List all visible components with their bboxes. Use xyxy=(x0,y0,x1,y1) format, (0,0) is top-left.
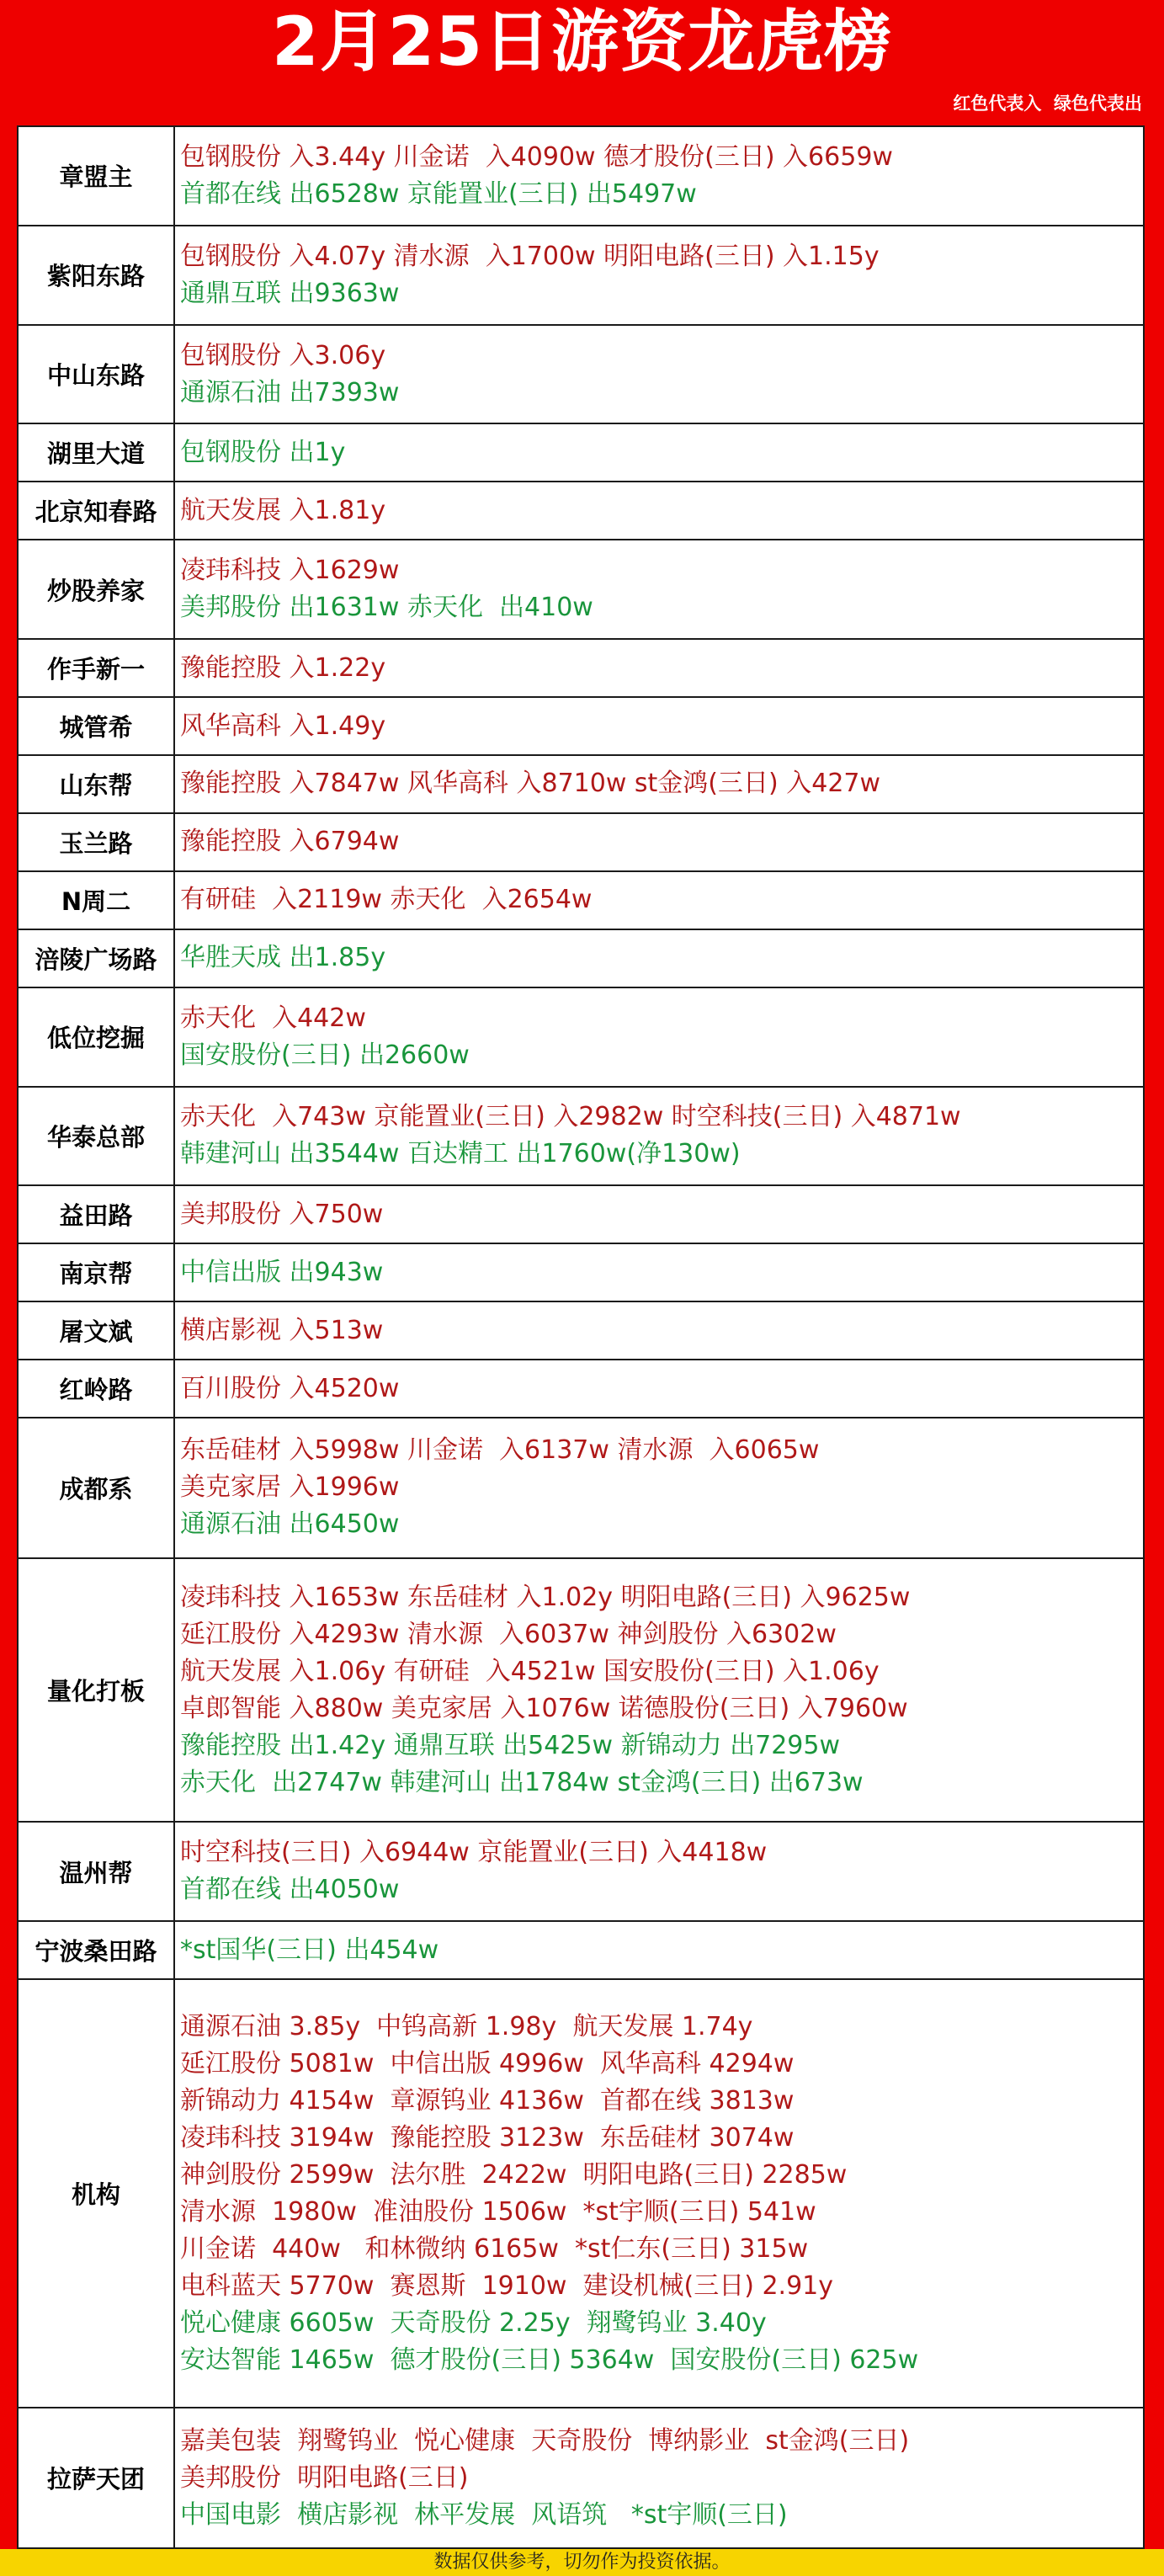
trade-line-out: 美邦股份 出1631w 赤天化 出410w xyxy=(180,593,593,623)
table-row xyxy=(18,639,1144,697)
trader-name: N周二 xyxy=(18,871,174,929)
table-row xyxy=(18,871,1144,929)
trade-line-in: 包钢股份 入3.44y 川金诺 入4090w 德才股份(三日) 入6659w xyxy=(180,141,893,172)
page-title: 2月25日游资龙虎榜 xyxy=(272,3,892,81)
table-row xyxy=(18,1360,1144,1418)
trade-line-in: 嘉美包装 翔鹭钨业 悦心健康 天奇股份 博纳影业 st金鸿(三日) xyxy=(180,2425,910,2456)
table-row xyxy=(18,813,1144,871)
table-row xyxy=(18,1087,1144,1186)
trade-line-in: 豫能控股 入1.22y xyxy=(180,652,386,683)
trader-name: 炒股养家 xyxy=(18,540,174,639)
trade-line-in: 包钢股份 入3.06y xyxy=(180,340,386,370)
trader-name: 红岭路 xyxy=(18,1360,174,1418)
trade-list xyxy=(174,1822,1144,1921)
trade-list xyxy=(174,1087,1144,1186)
table-row xyxy=(18,325,1144,424)
trade-line-in: 电科蓝天 5770w 赛恩斯 1910w 建设机械(三日) 2.91y xyxy=(180,2270,834,2301)
table-row xyxy=(18,755,1144,813)
table-row xyxy=(18,1243,1144,1301)
dragon-tiger-table xyxy=(17,125,1145,2549)
trade-line-out: 中信出版 出943w xyxy=(180,1257,384,1287)
table-row xyxy=(18,1301,1144,1360)
trade-list xyxy=(174,813,1144,871)
trader-name: 玉兰路 xyxy=(18,813,174,871)
trade-line-in: 新锦动力 4154w 章源钨业 4136w 首都在线 3813w xyxy=(180,2085,795,2116)
trade-list xyxy=(174,1185,1144,1243)
trade-line-in: 百川股份 入4520w xyxy=(180,1373,400,1403)
table-row xyxy=(18,987,1144,1087)
trade-line-in: 川金诺 440w 和林微纳 6165w *st仁东(三日) 315w xyxy=(180,2233,809,2264)
trade-list xyxy=(174,755,1144,813)
table-row xyxy=(18,1921,1144,1979)
trader-name: 南京帮 xyxy=(18,1243,174,1301)
table-row xyxy=(18,540,1144,639)
trader-name: 屠文斌 xyxy=(18,1301,174,1360)
trade-line-in: 横店影视 入513w xyxy=(180,1315,384,1345)
trade-line-out: 悦心健康 6605w 天奇股份 2.25y 翔鹭钨业 3.40y xyxy=(180,2307,767,2338)
trade-line-in: 豫能控股 入6794w xyxy=(180,827,400,857)
trade-list xyxy=(174,1301,1144,1360)
trader-name: 机构 xyxy=(18,1979,174,2408)
trade-list xyxy=(174,697,1144,755)
trade-line-out: 通源石油 出7393w xyxy=(180,377,400,407)
table-row xyxy=(18,1979,1144,2408)
trader-name: 山东帮 xyxy=(18,755,174,813)
table-row xyxy=(18,1185,1144,1243)
trader-name: 紫阳东路 xyxy=(18,226,174,325)
table-body xyxy=(18,126,1144,2548)
table-row xyxy=(18,423,1144,482)
trade-line-in: 美克家居 入1996w xyxy=(180,1472,400,1503)
trade-line-out: 首都在线 出6528w 京能置业(三日) 出5497w xyxy=(180,178,697,209)
dragon-tiger-table-container xyxy=(17,125,1145,2549)
trade-line-out: 通鼎互联 出9363w xyxy=(180,278,400,308)
table-row xyxy=(18,226,1144,325)
header xyxy=(0,0,1164,123)
trade-line-in: 凌玮科技 入1653w 东岳硅材 入1.02y 明阳电路(三日) 入9625w xyxy=(180,1582,911,1612)
table-row xyxy=(18,1822,1144,1921)
trade-line-in: 赤天化 入743w 京能置业(三日) 入2982w 时空科技(三日) 入4871w xyxy=(180,1102,961,1132)
trade-list xyxy=(174,1418,1144,1558)
trade-line-out: 韩建河山 出3544w 百达精工 出1760w(净130w) xyxy=(180,1139,741,1169)
trade-line-out: 通源石油 出6450w xyxy=(180,1509,400,1540)
trade-line-out: 豫能控股 出1.42y 通鼎互联 出5425w 新锦动力 出7295w xyxy=(180,1730,840,1760)
trade-line-out: 国安股份(三日) 出2660w xyxy=(180,1040,470,1070)
trade-line-in: 有研硅 入2119w 赤天化 入2654w xyxy=(180,885,593,915)
trade-line-in: 延江股份 入4293w 清水源 入6037w 神剑股份 入6302w xyxy=(180,1619,837,1649)
trade-list xyxy=(174,871,1144,929)
trade-line-in: 东岳硅材 入5998w 川金诺 入6137w 清水源 入6065w xyxy=(180,1435,820,1466)
trade-line-out: 赤天化 出2747w 韩建河山 出1784w st金鸿(三日) 出673w xyxy=(180,1767,864,1797)
disclaimer-bar xyxy=(0,2549,1164,2576)
trader-name: 益田路 xyxy=(18,1185,174,1243)
trade-list xyxy=(174,482,1144,540)
trader-name: 城管希 xyxy=(18,697,174,755)
trade-list xyxy=(174,1243,1144,1301)
table-row xyxy=(18,126,1144,226)
table-row xyxy=(18,1418,1144,1558)
table-row xyxy=(18,1558,1144,1822)
trader-name: 涪陵广场路 xyxy=(18,929,174,987)
trade-line-in: 神剑股份 2599w 法尔胜 2422w 明阳电路(三日) 2285w xyxy=(180,2159,848,2190)
trade-line-out: 包钢股份 出1y xyxy=(180,437,346,467)
trade-line-in: 包钢股份 入4.07y 清水源 入1700w 明阳电路(三日) 入1.15y xyxy=(180,241,880,271)
trade-list xyxy=(174,226,1144,325)
trader-name: 量化打板 xyxy=(18,1558,174,1822)
trader-name: 作手新一 xyxy=(18,639,174,697)
trade-line-in: 通源石油 3.85y 中钨高新 1.98y 航天发展 1.74y xyxy=(180,2011,753,2041)
trade-line-in: 时空科技(三日) 入6944w 京能置业(三日) 入4418w xyxy=(180,1838,768,1868)
trader-name: 低位挖掘 xyxy=(18,987,174,1087)
trade-line-in: 卓郎智能 入880w 美克家居 入1076w 诺德股份(三日) 入7960w xyxy=(180,1693,908,1723)
trade-line-in: 航天发展 入1.81y xyxy=(180,495,386,525)
trade-line-out: *st国华(三日) 出454w xyxy=(180,1935,439,1965)
trade-line-out: 华胜天成 出1.85y xyxy=(180,943,386,973)
trade-list xyxy=(174,987,1144,1087)
trade-line-in: 风华高科 入1.49y xyxy=(180,711,386,741)
trader-name: 章盟主 xyxy=(18,126,174,226)
trade-line-in: 美邦股份 入750w xyxy=(180,1199,384,1229)
trader-name: 成都系 xyxy=(18,1418,174,1558)
trade-list xyxy=(174,1558,1144,1822)
trade-line-in: 赤天化 入442w xyxy=(180,1003,366,1033)
trade-line-out: 中国电影 横店影视 林平发展 风语筑 *st宇顺(三日) xyxy=(180,2499,788,2530)
trader-name: 宁波桑田路 xyxy=(18,1921,174,1979)
trade-line-in: 清水源 1980w 准油股份 1506w *st宇顺(三日) 541w xyxy=(180,2196,816,2227)
trade-list xyxy=(174,639,1144,697)
trade-line-in: 凌玮科技 入1629w xyxy=(180,556,400,586)
trader-name: 华泰总部 xyxy=(18,1087,174,1186)
trader-name: 北京知春路 xyxy=(18,482,174,540)
trade-list xyxy=(174,929,1144,987)
table-row xyxy=(18,929,1144,987)
trade-line-out: 首都在线 出4050w xyxy=(180,1875,400,1905)
trade-line-in: 航天发展 入1.06y 有研硅 入4521w 国安股份(三日) 入1.06y xyxy=(180,1656,880,1686)
color-legend: 红色代表入 绿色代表出 xyxy=(953,93,1142,114)
table-row xyxy=(18,2408,1144,2548)
trade-line-in: 延江股份 5081w 中信出版 4996w 风华高科 4294w xyxy=(180,2048,795,2078)
trade-line-in: 凌玮科技 3194w 豫能控股 3123w 东岳硅材 3074w xyxy=(180,2122,795,2153)
trade-list xyxy=(174,1921,1144,1979)
trade-list xyxy=(174,2408,1144,2548)
trader-name: 拉萨天团 xyxy=(18,2408,174,2548)
trader-name: 中山东路 xyxy=(18,325,174,424)
trade-list xyxy=(174,1979,1144,2408)
trader-name: 温州帮 xyxy=(18,1822,174,1921)
trader-name: 湖里大道 xyxy=(18,423,174,482)
trade-line-out: 安达智能 1465w 德才股份(三日) 5364w 国安股份(三日) 625w xyxy=(180,2344,919,2375)
trade-list xyxy=(174,325,1144,424)
trade-line-in: 豫能控股 入7847w 风华高科 入8710w st金鸿(三日) 入427w xyxy=(180,769,881,799)
trade-list xyxy=(174,423,1144,482)
trade-list xyxy=(174,540,1144,639)
table-row xyxy=(18,697,1144,755)
trade-list xyxy=(174,126,1144,226)
table-row xyxy=(18,482,1144,540)
disclaimer-text: 数据仅供参考，切勿作为投资依据。 xyxy=(433,2552,731,2573)
trade-list xyxy=(174,1360,1144,1418)
trade-line-in: 美邦股份 明阳电路(三日) xyxy=(180,2462,469,2493)
